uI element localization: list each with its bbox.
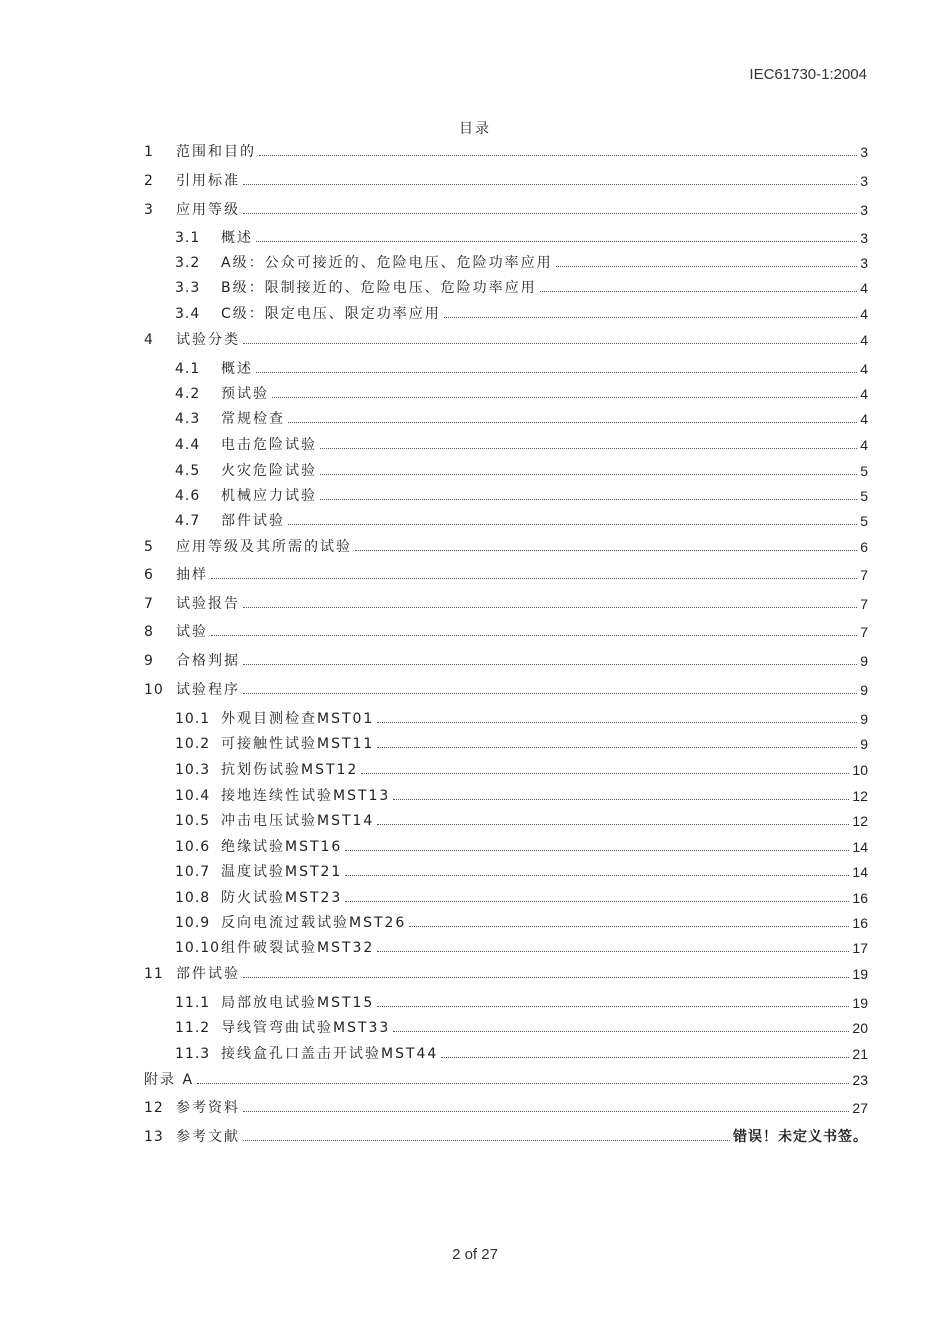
toc-entry-title: 预试验 xyxy=(221,386,269,402)
toc-dot-leader xyxy=(256,371,857,373)
toc-entry-number: 11.2 xyxy=(175,1020,211,1036)
toc-entry-title: 外观目测检查MST01 xyxy=(221,711,375,727)
toc-entry[interactable] xyxy=(144,564,868,584)
toc-entry-title: 接地连续性试验MST13 xyxy=(221,788,391,804)
toc-dot-leader xyxy=(243,342,857,344)
toc-entry-page: 4 xyxy=(860,437,868,453)
toc-entry[interactable] xyxy=(144,621,868,641)
toc-entry[interactable] xyxy=(144,383,868,403)
toc-entry-number: 10.3 xyxy=(175,762,211,778)
toc-entry-title: 参考资料 xyxy=(176,1100,240,1116)
toc-entry[interactable] xyxy=(144,252,868,272)
toc-entry-page: 16 xyxy=(852,915,868,931)
toc-entry-page: 5 xyxy=(860,488,868,504)
toc-entry-page: 20 xyxy=(852,1020,868,1036)
toc-dot-leader xyxy=(243,1139,730,1141)
toc-entry-number: 10.7 xyxy=(175,864,211,880)
toc-entry-number: 3 xyxy=(144,202,154,218)
document-id-header: IEC61730-1:2004 xyxy=(749,66,867,83)
toc-dot-leader xyxy=(320,473,857,475)
toc-entry-page: 14 xyxy=(852,839,868,855)
toc-entry[interactable] xyxy=(144,593,868,613)
toc-entry-page: 6 xyxy=(860,539,868,555)
toc-entry-page: 3 xyxy=(860,230,868,246)
toc-entry-number: 4 xyxy=(144,332,154,348)
toc-entry[interactable] xyxy=(144,708,868,728)
toc-entry-title: 试验分类 xyxy=(176,332,240,348)
toc-dot-leader xyxy=(409,925,849,927)
toc-entry-number: 3.3 xyxy=(175,280,201,296)
toc-entry-title: 概述 xyxy=(221,230,253,246)
toc-entry-page: 4 xyxy=(860,386,868,402)
toc-entry-number: 7 xyxy=(144,596,154,612)
toc-entry[interactable] xyxy=(144,303,868,323)
toc-dot-leader xyxy=(288,421,857,423)
toc-entry-title: 应用等级及其所需的试验 xyxy=(176,539,352,555)
toc-entry-title: 常规检查 xyxy=(221,411,285,427)
toc-entry[interactable] xyxy=(144,199,868,219)
toc-entry-page: 4 xyxy=(860,280,868,296)
toc-entry-title: 防火试验MST23 xyxy=(221,890,343,906)
toc-entry-page: 5 xyxy=(860,513,868,529)
toc-entry-number: 5 xyxy=(144,539,154,555)
toc-entry-title: B级：限制接近的、危险电压、危险功率应用 xyxy=(221,280,537,296)
toc-dot-leader xyxy=(243,1110,849,1112)
toc-dot-leader xyxy=(211,577,857,579)
toc-dot-leader xyxy=(320,447,857,449)
toc-entry-title: 概述 xyxy=(221,361,253,377)
toc-entry-number: 10.10 xyxy=(175,940,221,956)
toc-entry-title: 可接触性试验MST11 xyxy=(221,736,375,752)
toc-entry-title: C级：限定电压、限定功率应用 xyxy=(221,306,441,322)
toc-entry-page: 9 xyxy=(860,682,868,698)
toc-entry-number: 11 xyxy=(144,966,164,982)
toc-entry-page: 27 xyxy=(852,1100,868,1116)
toc-dot-leader xyxy=(243,663,857,665)
toc-entry-number: 3.2 xyxy=(175,255,201,271)
toc-entry-page: 16 xyxy=(852,890,868,906)
toc-dot-leader xyxy=(377,721,857,723)
toc-entry-page: 14 xyxy=(852,864,868,880)
toc-entry[interactable] xyxy=(144,836,868,856)
toc-entry[interactable] xyxy=(144,1097,868,1117)
toc-entry-title: 合格判据 xyxy=(176,653,240,669)
toc-dot-leader xyxy=(256,240,857,242)
toc-entry[interactable] xyxy=(144,510,868,530)
toc-entry-number: 4.4 xyxy=(175,437,201,453)
toc-entry-page: 19 xyxy=(852,966,868,982)
toc-entry[interactable] xyxy=(144,141,868,161)
toc-entry-title: 反向电流过载试验MST26 xyxy=(221,915,407,931)
toc-entry[interactable] xyxy=(144,963,868,983)
toc-entry[interactable] xyxy=(144,434,868,454)
toc-entry[interactable] xyxy=(144,937,868,957)
toc-dot-leader xyxy=(377,950,849,952)
toc-entry-number: 6 xyxy=(144,567,154,583)
toc-entry-page: 3 xyxy=(860,173,868,189)
toc-entry-title: 应用等级 xyxy=(176,202,240,218)
toc-entry-page: 9 xyxy=(860,711,868,727)
toc-entry-page: 3 xyxy=(860,202,868,218)
toc-entry-number: 13 xyxy=(144,1129,164,1145)
toc-entry[interactable] xyxy=(144,227,868,247)
toc-entry-page: 7 xyxy=(860,567,868,583)
toc-entry-page: 3 xyxy=(860,144,868,160)
toc-entry-title: 抗划伤试验MST12 xyxy=(221,762,359,778)
toc-entry-page: 4 xyxy=(860,411,868,427)
toc-entry-page: 23 xyxy=(852,1072,868,1088)
toc-dot-leader xyxy=(556,265,858,267)
toc-dot-leader xyxy=(272,396,857,398)
toc-entry-number: 12 xyxy=(144,1100,164,1116)
toc-entry[interactable] xyxy=(144,759,868,779)
toc-entry-page: 4 xyxy=(860,361,868,377)
toc-entry-number: 4.6 xyxy=(175,488,201,504)
toc-entry-number: 4.3 xyxy=(175,411,201,427)
toc-entry-number: 4.5 xyxy=(175,463,201,479)
toc-entry-title: 绝缘试验MST16 xyxy=(221,839,343,855)
toc-dot-leader xyxy=(211,634,857,636)
toc-entry-number: 9 xyxy=(144,653,154,669)
toc-entry-title: 接线盒孔口盖击开试验MST44 xyxy=(221,1046,439,1062)
toc-entry-number: 10.9 xyxy=(175,915,211,931)
toc-dot-leader xyxy=(345,849,849,851)
toc-entry-number: 3.4 xyxy=(175,306,201,322)
toc-entry-number: 8 xyxy=(144,624,154,640)
toc-entry-title: A级：公众可接近的、危险电压、危险功率应用 xyxy=(221,255,553,271)
toc-entry-number: 10 xyxy=(144,682,164,698)
toc-dot-leader xyxy=(361,772,849,774)
toc-entry-page: 12 xyxy=(852,813,868,829)
toc-entry[interactable] xyxy=(144,536,868,556)
toc-entry-number: 11.3 xyxy=(175,1046,211,1062)
toc-dot-leader xyxy=(355,549,857,551)
toc-title: 目录 xyxy=(459,121,491,137)
toc-dot-leader xyxy=(441,1056,849,1058)
toc-dot-leader xyxy=(345,874,849,876)
toc-dot-leader xyxy=(259,154,857,156)
toc-entry[interactable] xyxy=(144,485,868,505)
toc-entry-page: 7 xyxy=(860,596,868,612)
toc-dot-leader xyxy=(444,316,857,318)
toc-dot-leader xyxy=(320,498,857,500)
toc-entry-number: 4.7 xyxy=(175,513,201,529)
toc-entry[interactable] xyxy=(144,1017,868,1037)
toc-entry[interactable] xyxy=(144,810,868,830)
toc-dot-leader xyxy=(243,692,857,694)
toc-entry-number: 10.1 xyxy=(175,711,211,727)
toc-entry-page: 19 xyxy=(852,995,868,1011)
toc-entry-number: 10.6 xyxy=(175,839,211,855)
toc-entry[interactable] xyxy=(144,358,868,378)
toc-entry-title: 引用标准 xyxy=(176,173,240,189)
toc-entry[interactable] xyxy=(144,329,868,349)
toc-dot-leader xyxy=(243,976,849,978)
toc-entry[interactable] xyxy=(144,733,868,753)
toc-entry-title: 冲击电压试验MST14 xyxy=(221,813,375,829)
toc-entry-title: 试验 xyxy=(176,624,208,640)
page-number-footer: 2 of 27 xyxy=(452,1246,498,1263)
toc-entry[interactable] xyxy=(144,1043,868,1063)
toc-dot-leader xyxy=(393,1030,849,1032)
toc-entry[interactable] xyxy=(144,861,868,881)
toc-dot-leader xyxy=(377,746,857,748)
toc-entry-page: 17 xyxy=(852,940,868,956)
toc-entry-number: 11.1 xyxy=(175,995,211,1011)
toc-dot-leader xyxy=(377,1005,849,1007)
toc-dot-leader xyxy=(197,1082,849,1084)
toc-entry-page: 7 xyxy=(860,624,868,640)
toc-entry-title: 范围和目的 xyxy=(176,144,256,160)
toc-entry-number: 10.4 xyxy=(175,788,211,804)
toc-entry[interactable] xyxy=(144,277,868,297)
toc-dot-leader xyxy=(243,606,857,608)
toc-entry-number: 4.2 xyxy=(175,386,201,402)
toc-entry-title: 部件试验 xyxy=(176,966,240,982)
toc-entry-number: 10.8 xyxy=(175,890,211,906)
toc-entry-title: 导线管弯曲试验MST33 xyxy=(221,1020,391,1036)
toc-entry-title: 参考文献 xyxy=(176,1129,240,1145)
toc-entry[interactable] xyxy=(144,887,868,907)
toc-entry-number: 10.5 xyxy=(175,813,211,829)
toc-entry-title: 温度试验MST21 xyxy=(221,864,343,880)
toc-entry-number: 4.1 xyxy=(175,361,201,377)
toc-entry-title: 部件试验 xyxy=(221,513,285,529)
toc-entry-page: 12 xyxy=(852,788,868,804)
toc-entry-title: 电击危险试验 xyxy=(221,437,317,453)
toc-entry-number: 1 xyxy=(144,144,154,160)
toc-entry-title: 附录 A xyxy=(144,1072,195,1088)
toc-entry-title: 试验程序 xyxy=(176,682,240,698)
toc-dot-leader xyxy=(377,823,849,825)
toc-entry[interactable] xyxy=(144,679,868,699)
toc-entry-title: 抽样 xyxy=(176,567,208,583)
toc-entry[interactable] xyxy=(144,408,868,428)
toc-entry-number: 3.1 xyxy=(175,230,201,246)
toc-entry[interactable] xyxy=(144,1069,868,1089)
toc-dot-leader xyxy=(288,523,857,525)
toc-entry-page: 9 xyxy=(860,653,868,669)
toc-entry-title: 组件破裂试验MST32 xyxy=(221,940,375,956)
toc-dot-leader xyxy=(243,212,857,214)
toc-entry-number: 2 xyxy=(144,173,154,189)
toc-entry[interactable] xyxy=(144,912,868,932)
toc-entry[interactable] xyxy=(144,785,868,805)
toc-entry-title: 局部放电试验MST15 xyxy=(221,995,375,1011)
toc-dot-leader xyxy=(393,798,849,800)
toc-entry[interactable] xyxy=(144,1126,868,1146)
toc-entry-title: 火灾危险试验 xyxy=(221,463,317,479)
toc-entry[interactable] xyxy=(144,170,868,190)
toc-entry[interactable] xyxy=(144,650,868,670)
toc-entry-page: 5 xyxy=(860,463,868,479)
toc-entry[interactable] xyxy=(144,460,868,480)
toc-dot-leader xyxy=(243,183,857,185)
toc-entry-title: 试验报告 xyxy=(176,596,240,612)
toc-entry-page: 4 xyxy=(860,332,868,348)
toc-entry-title: 机械应力试验 xyxy=(221,488,317,504)
toc-entry-page: 3 xyxy=(860,255,868,271)
toc-entry-page: 9 xyxy=(860,736,868,752)
toc-dot-leader xyxy=(540,290,858,292)
toc-dot-leader xyxy=(345,900,849,902)
toc-entry-number: 10.2 xyxy=(175,736,211,752)
toc-entry[interactable] xyxy=(144,992,868,1012)
toc-bookmark-error: 错误！未定义书签。 xyxy=(733,1129,868,1145)
toc-entry-page: 4 xyxy=(860,306,868,322)
toc-entry-page: 21 xyxy=(852,1046,868,1062)
toc-entry-page: 10 xyxy=(852,762,868,778)
